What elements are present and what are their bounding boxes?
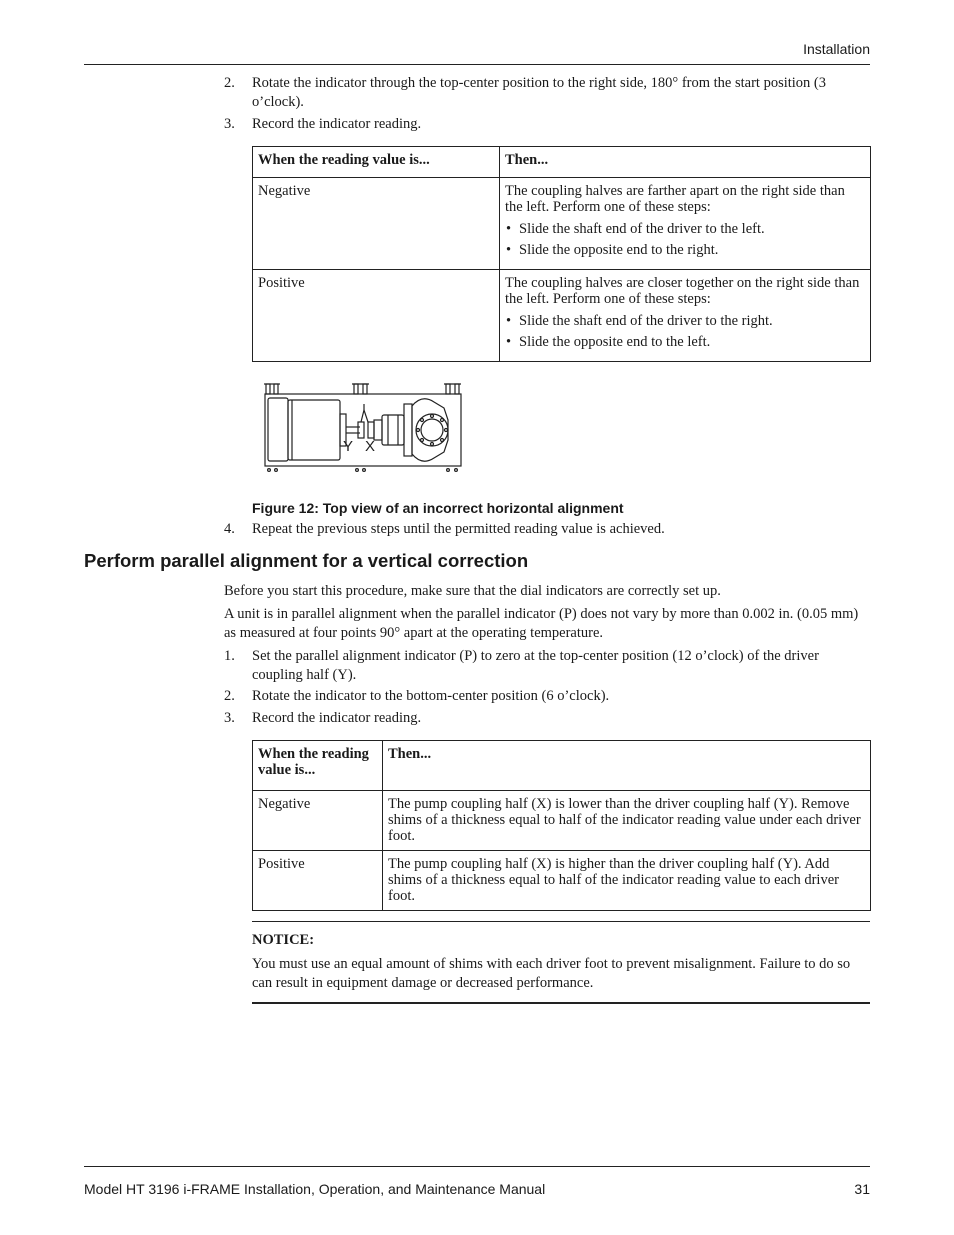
notice-text: You must use an equal amount of shims with each driver foot to prevent misalignment. Failure to do so can result in equipment damage or decreased performance. — [252, 956, 851, 991]
baseplate-top-view-drawing — [262, 380, 467, 478]
action-cell — [500, 270, 871, 362]
column-header: When the reading value is... — [253, 741, 383, 791]
step-text: Set the parallel alignment indicator (P) to zero at the top-center position (12 o’clock) of the driver coupling half (Y). — [252, 648, 819, 683]
action-cell — [500, 178, 871, 270]
step-number: 4. — [224, 521, 235, 537]
step-item — [224, 647, 864, 685]
action-bullets — [505, 221, 865, 258]
reading-table-horizontal — [252, 146, 871, 362]
bullet-item: • Slide the opposite end to the right. — [505, 242, 865, 258]
table-row — [253, 178, 871, 270]
step-item — [224, 709, 864, 728]
table-row — [253, 791, 871, 851]
bullet-item: • Slide the shaft end of the driver to the left. — [505, 221, 865, 237]
running-header: Installation — [803, 41, 870, 57]
step-text: Repeat the previous steps until the permitted reading value is achieved. — [252, 521, 665, 537]
step-item — [224, 687, 864, 706]
step-item — [224, 115, 864, 134]
section-heading: Perform parallel alignment for a vertical correction — [84, 550, 529, 571]
reading-table-vertical — [252, 740, 871, 911]
definition-paragraph: A unit is in parallel alignment when the parallel indicator (P) does not vary by more than 0.002 in. (0.05 mm) as measured at four points 90° apart at the operating temperature. — [224, 606, 859, 641]
intro-paragraph: Before you start this procedure, make sure that the dial indicators are correctly set up. — [224, 583, 721, 599]
coupling-half-y — [358, 422, 364, 438]
header-rule — [84, 64, 870, 65]
table-header-row — [253, 147, 871, 178]
step-text: Record the indicator reading. — [252, 116, 422, 132]
column-header: Then... — [383, 741, 871, 791]
footer-title: Model HT 3196 i-FRAME Installation, Operation, and Maintenance Manual — [84, 1181, 546, 1197]
step-number: 1. — [224, 648, 235, 664]
step-text: Rotate the indicator through the top-center position to the right side, 180° from the start position (3 o’clock). — [252, 75, 827, 110]
step-number: 3. — [224, 710, 235, 726]
pump-bearing-frame — [382, 415, 404, 445]
footer-rule — [84, 1166, 870, 1167]
action-bullets — [505, 313, 865, 350]
step-text: Record the indicator reading. — [252, 710, 422, 726]
bullet-item: • Slide the opposite end to the left. — [505, 334, 865, 350]
table-row — [253, 851, 871, 911]
step-item — [224, 520, 864, 539]
notice-box — [252, 921, 870, 1004]
table-row — [253, 270, 871, 362]
action-cell: The pump coupling half (X) is higher than the driver coupling half (Y). Add shims of a thickness equal to half of the indicator reading value to each driver foot. — [383, 851, 871, 911]
step-text: Rotate the indicator to the bottom-center position (6 o’clock). — [252, 688, 610, 704]
alignment-figure — [262, 380, 467, 483]
page-number: 31 — [854, 1181, 870, 1197]
step-number: 2. — [224, 75, 235, 91]
reading-value-cell: Negative — [253, 791, 383, 851]
reading-value-cell: Negative — [253, 178, 500, 270]
figure-caption: Figure 12: Top view of an incorrect horizontal alignment — [252, 500, 624, 516]
column-header: When the reading value is... — [253, 147, 500, 178]
baseplate-outline — [265, 394, 461, 466]
step-item — [224, 74, 864, 112]
reading-value-cell: Positive — [253, 851, 383, 911]
step-number: 2. — [224, 688, 235, 704]
step-number: 3. — [224, 116, 235, 132]
column-header: Then... — [500, 147, 871, 178]
motor-end-bell — [268, 398, 288, 461]
motor-body — [288, 400, 340, 460]
notice-title: NOTICE: — [252, 932, 315, 948]
action-text: The coupling halves are closer together on the right side than the left. Perform one of these steps: — [505, 275, 860, 307]
coupling-half-x — [368, 422, 374, 438]
table-header-row — [253, 741, 871, 791]
action-cell: The pump coupling half (X) is lower than the driver coupling half (Y). Remove shims of a thickness equal to half of the indicator reading value under each driver foot. — [383, 791, 871, 851]
label-x: X — [365, 438, 376, 455]
bullet-item: • Slide the shaft end of the driver to the right. — [505, 313, 865, 329]
reading-value-cell: Positive — [253, 270, 500, 362]
label-y: Y — [343, 438, 354, 455]
action-text: The coupling halves are farther apart on the right side than the left. Perform one of these steps: — [505, 183, 845, 215]
